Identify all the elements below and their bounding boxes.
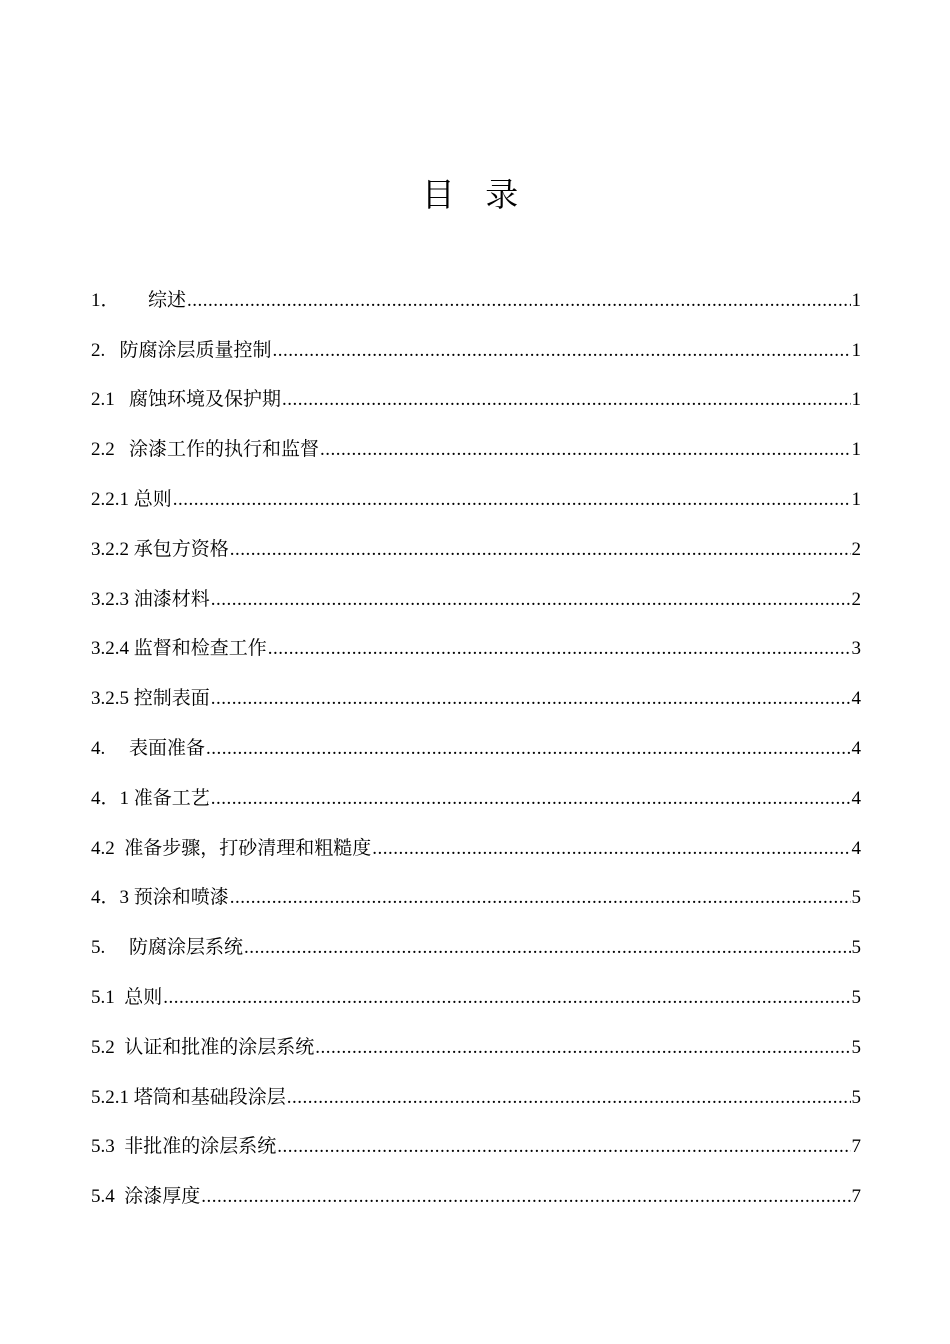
toc-entry-label: 5.4 涂漆厚度 xyxy=(91,1186,201,1208)
toc-entry[interactable] xyxy=(91,1122,861,1172)
toc-entry-label: 1． 综述 xyxy=(91,289,187,311)
toc-entry-page-number: 7 xyxy=(851,1186,861,1208)
toc-entry[interactable] xyxy=(91,1072,861,1122)
toc-entry-label: 5.2 认证和批准的涂层系统 xyxy=(91,1036,315,1058)
toc-entry-label: 5.1 总则 xyxy=(91,986,163,1008)
toc-entry-label: 2.2 涂漆工作的执行和监督 xyxy=(91,439,320,461)
toc-entry[interactable] xyxy=(91,574,861,624)
toc-entry[interactable] xyxy=(91,624,861,674)
toc-entry[interactable] xyxy=(91,424,861,474)
toc-entry-page-number: 7 xyxy=(851,1136,861,1158)
toc-dot-leader xyxy=(211,788,851,810)
toc-dot-leader xyxy=(372,838,850,860)
toc-entry[interactable] xyxy=(91,673,861,723)
toc-dot-leader xyxy=(268,638,851,660)
toc-dot-leader xyxy=(320,439,850,461)
toc-entry[interactable] xyxy=(91,873,861,923)
toc-entry[interactable] xyxy=(91,275,861,325)
toc-entry-page-number: 4 xyxy=(851,688,861,710)
toc-entry-page-number: 5 xyxy=(851,986,861,1008)
toc-entry-label: 4．3 预涂和喷漆 xyxy=(91,887,229,909)
toc-entry-page-number: 1 xyxy=(851,289,861,311)
table-of-contents xyxy=(91,275,861,1221)
toc-entry[interactable] xyxy=(91,823,861,873)
toc-entry-page-number: 5 xyxy=(851,1036,861,1058)
toc-entry[interactable] xyxy=(91,325,861,375)
toc-entry[interactable] xyxy=(91,524,861,574)
toc-entry-label: 4．1 准备工艺 xyxy=(91,787,210,809)
toc-dot-leader xyxy=(163,987,850,1009)
toc-entry-label: 5.3 非批准的涂层系统 xyxy=(91,1136,277,1158)
toc-entry-label: 3.2.3 油漆材料 xyxy=(91,588,210,610)
toc-dot-leader xyxy=(230,539,851,561)
toc-entry-page-number: 1 xyxy=(851,339,861,361)
toc-entry-label: 5.2.1 塔筒和基础段涂层 xyxy=(91,1086,286,1108)
toc-dot-leader xyxy=(211,688,851,710)
toc-entry-page-number: 1 xyxy=(851,488,861,510)
toc-entry-label: 3.2.5 控制表面 xyxy=(91,688,210,710)
toc-dot-leader xyxy=(211,589,851,611)
toc-entry[interactable] xyxy=(91,474,861,524)
toc-dot-leader xyxy=(201,1186,850,1208)
toc-dot-leader xyxy=(173,489,851,511)
toc-entry[interactable] xyxy=(91,773,861,823)
toc-dot-leader xyxy=(244,937,850,959)
toc-dot-leader xyxy=(187,290,850,312)
toc-entry-page-number: 2 xyxy=(851,588,861,610)
toc-entry-page-number: 5 xyxy=(851,1086,861,1108)
toc-entry[interactable] xyxy=(91,1171,861,1221)
toc-entry-label: 4.2 准备步骤，打砂清理和粗糙度 xyxy=(91,837,372,859)
toc-dot-leader xyxy=(315,1037,850,1059)
toc-entry-label: 2.1 腐蚀环境及保护期 xyxy=(91,389,282,411)
toc-entry[interactable] xyxy=(91,922,861,972)
toc-entry-page-number: 5 xyxy=(851,887,861,909)
toc-dot-leader xyxy=(230,887,851,909)
toc-dot-leader xyxy=(273,340,851,362)
toc-entry-page-number: 2 xyxy=(851,538,861,560)
toc-entry-page-number: 4 xyxy=(851,737,861,759)
toc-dot-leader xyxy=(277,1136,850,1158)
toc-entry[interactable] xyxy=(91,375,861,425)
toc-entry-page-number: 4 xyxy=(851,837,861,859)
toc-entry-page-number: 1 xyxy=(851,439,861,461)
toc-entry-page-number: 1 xyxy=(851,389,861,411)
toc-entry-label: 4. 表面准备 xyxy=(91,737,206,759)
toc-entry[interactable] xyxy=(91,723,861,773)
toc-entry-page-number: 4 xyxy=(851,787,861,809)
toc-entry-label: 5. 防腐涂层系统 xyxy=(91,937,244,959)
toc-entry-page-number: 5 xyxy=(851,937,861,959)
toc-entry-label: 2.2.1 总则 xyxy=(91,488,172,510)
toc-entry[interactable] xyxy=(91,1022,861,1072)
toc-entry-label: 3.2.2 承包方资格 xyxy=(91,538,229,560)
page-title: 目 录 xyxy=(421,175,529,214)
toc-entry[interactable] xyxy=(91,972,861,1022)
toc-entry-page-number: 3 xyxy=(851,638,861,660)
toc-entry-label: 3.2.4 监督和检查工作 xyxy=(91,638,267,660)
toc-entry-label: 2. 防腐涂层质量控制 xyxy=(91,339,272,361)
toc-dot-leader xyxy=(287,1087,851,1109)
toc-dot-leader xyxy=(206,738,850,760)
toc-dot-leader xyxy=(282,389,850,411)
